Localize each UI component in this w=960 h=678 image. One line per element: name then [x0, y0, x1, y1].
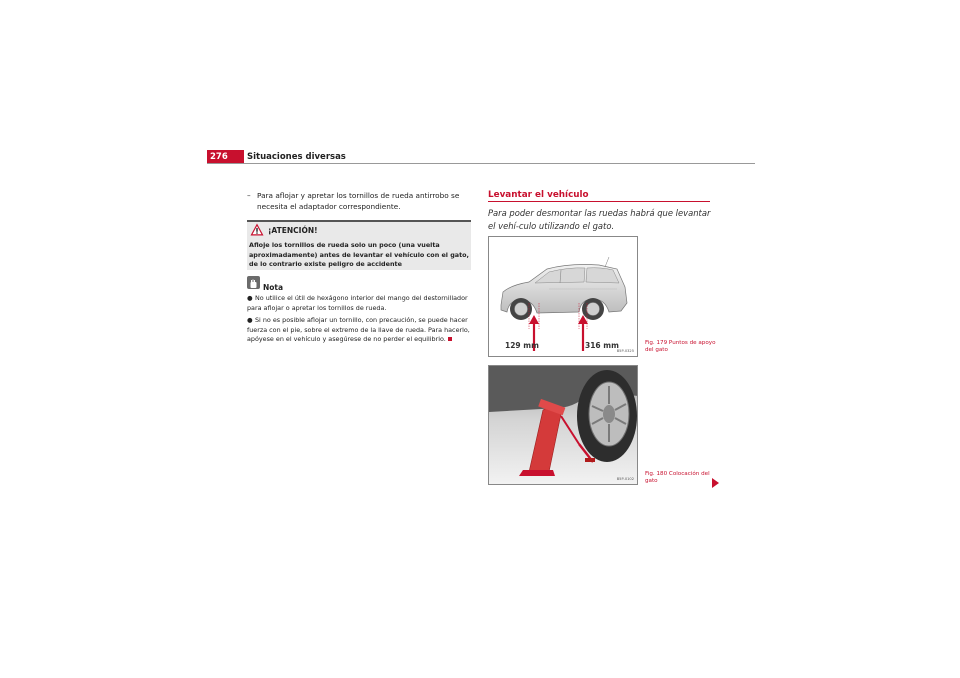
page-number: 276 — [207, 150, 244, 164]
note-icon — [247, 276, 260, 289]
section-intro: Para poder desmontar las ruedas habrá que levantar el vehí-culo utilizando el gato. — [488, 208, 711, 231]
note-item — [247, 294, 472, 313]
warning-text: Afloje los tornillos de rueda solo un poco (una vuelta aproximadamente) antes de levantar el vehículo con el gato, de lo contrario existe peligro de accidente — [249, 241, 469, 268]
section-end-icon — [448, 337, 452, 341]
figure-jack-placement — [488, 365, 638, 485]
note-title: Nota — [263, 283, 284, 292]
front-measure-label: 129 mm — [505, 341, 539, 350]
figure-code: B5P-0102 — [616, 477, 634, 481]
note-item-text: Si no es posible aflojar un tornillo, con precaución, se puede hacer fuerza con el pie, sobre el extremo de la llave de rueda. Para hacerlo, apóyese en el vehículo y asegúrese de no perder el equilibrio. — [247, 316, 470, 344]
jack-placement-illustration — [489, 366, 638, 485]
bullet-icon: ● — [247, 316, 253, 325]
warning-top-rule — [247, 220, 471, 222]
figure-180-caption: Fig. 180 Colocación del gato — [645, 471, 710, 484]
warning-triangle-icon — [250, 223, 264, 236]
figure-jack-points — [488, 236, 638, 357]
dash-list-item — [247, 190, 472, 212]
chapter-title: Situaciones diversas — [247, 152, 346, 162]
figure-code: B5P-0325 — [616, 349, 634, 353]
car-side-illustration — [489, 237, 638, 357]
note-item — [247, 316, 472, 345]
dash-item-text: Para aflojar y apretar los tornillos de rueda antirrobo se necesita el adaptador correspondiente. — [257, 191, 460, 211]
header-divider — [207, 163, 755, 164]
bullet-icon: ● — [247, 294, 253, 302]
dash-marker: – — [247, 191, 251, 200]
rear-measure-label: 316 mm — [585, 341, 619, 350]
figure-179-caption: Fig. 179 Puntos de apoyo del gato — [645, 340, 716, 353]
continue-arrow-icon — [712, 478, 719, 488]
section-divider — [488, 201, 710, 202]
note-item-text: No utilice el útil de hexágono interior del mango del destornillador para aflojar o apretar los tornillos de rueda. — [247, 294, 468, 312]
warning-title: ¡ATENCIÓN! — [268, 226, 318, 235]
section-title: Levantar el vehículo — [488, 190, 589, 200]
note-body — [247, 294, 472, 348]
